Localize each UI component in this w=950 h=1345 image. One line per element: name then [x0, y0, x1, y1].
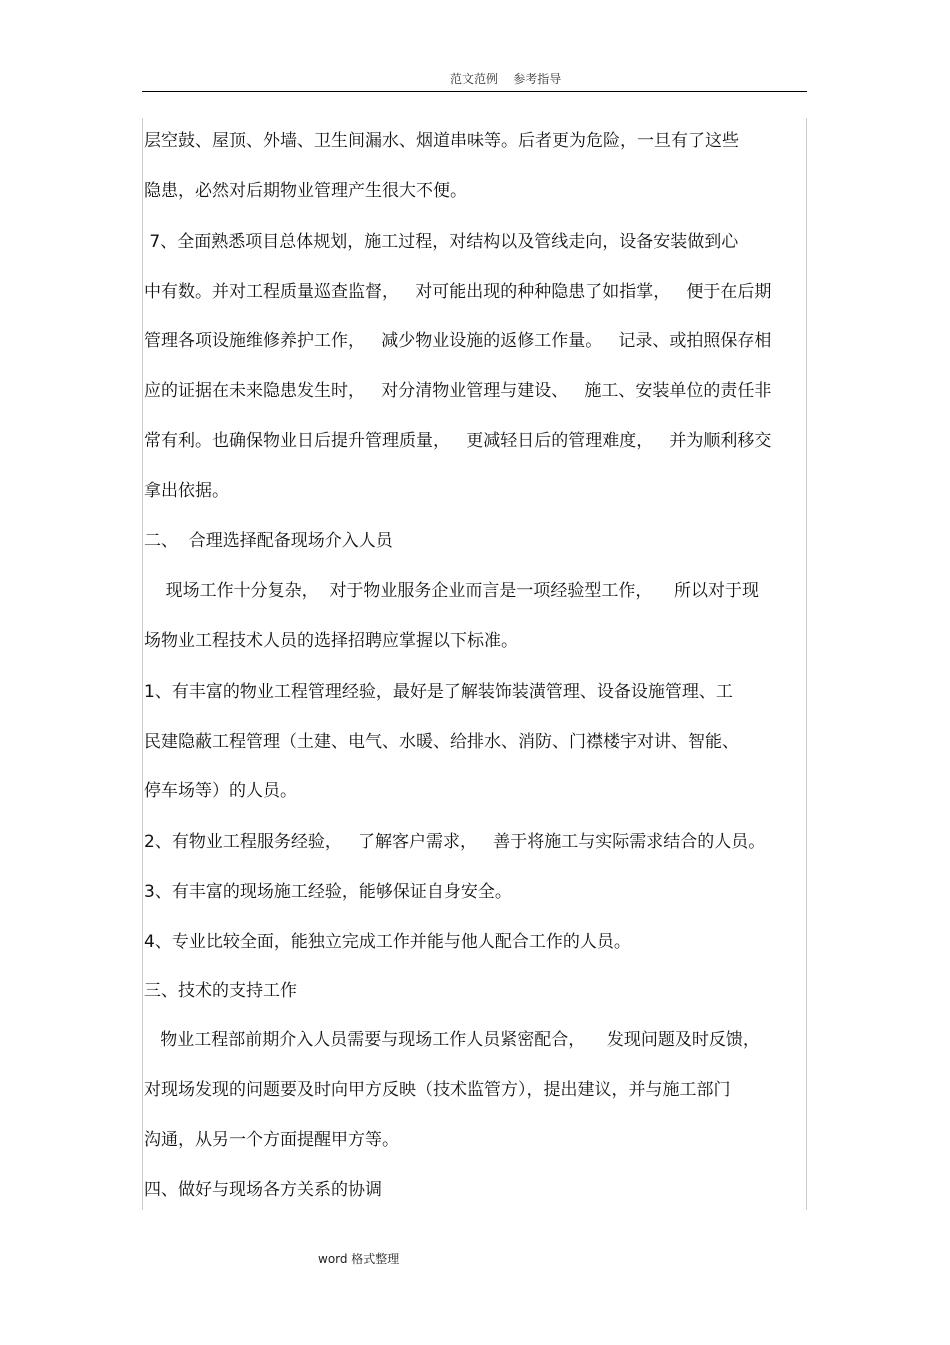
text-line: 拿出依据。 [144, 481, 229, 501]
text-line: 应的证据在未来隐患发生时， 对分清物业管理与建设、 施工、安装单位的责任非 [144, 381, 772, 401]
list-item: 2、有物业工程服务经验， 了解客户需求， 善于将施工与实际需求结合的人员。 [144, 832, 766, 852]
text-line: 物业工程部前期介入人员需要与现场工作人员紧密配合， 发现问题及时反馈， [144, 1030, 760, 1050]
text-line: 常有利。也确保物业日后提升管理质量， 更减轻日后的管理难度， 并为顺利移交 [144, 431, 772, 451]
page-header [0, 70, 950, 90]
section-heading: 三、技术的支持工作 [144, 981, 297, 1001]
text-line: 管理各项设施维修养护工作， 减少物业设施的返修工作量。 记录、或拍照保存相 [144, 331, 772, 351]
header-rule [142, 91, 807, 92]
text-line: 沟通，从另一个方面提醒甲方等。 [144, 1130, 399, 1150]
text-line: 层空鼓、屋顶、外墙、卫生间漏水、烟道串味等。后者更为危险，一旦有了这些 [144, 131, 739, 151]
header-title: 范文范例 参考指导 [450, 72, 562, 86]
content-border-right [806, 118, 807, 1210]
text-line: 7、全面熟悉项目总体规划，施工过程，对结构以及管线走向，设备安装做到心 [144, 232, 739, 252]
text-line: 中有数。并对工程质量巡查监督， 对可能出现的种种隐患了如指掌， 便于在后期 [144, 282, 772, 302]
section-heading: 二、 合理选择配备现场介入人员 [144, 531, 393, 551]
text-line: 场物业工程技术人员的选择招聘应掌握以下标准。 [144, 631, 518, 651]
section-heading: 四、做好与现场各方关系的协调 [144, 1180, 382, 1200]
text-line: 隐患，必然对后期物业管理产生很大不便。 [144, 181, 467, 201]
page-footer: word 格式整理 [318, 1252, 400, 1266]
text-line: 民建隐蔽工程管理（土建、电气、水暖、给排水、消防、门襟楼宇对讲、智能、 [144, 732, 739, 752]
list-item: 1、有丰富的物业工程管理经验，最好是了解装饰装潢管理、设备设施管理、工 [144, 682, 733, 702]
text-line: 现场工作十分复杂， 对于物业服务企业而言是一项经验型工作， 所以对于现 [144, 581, 760, 601]
content-border-left [142, 118, 143, 1210]
text-line: 停车场等）的人员。 [144, 781, 297, 801]
list-item: 4、专业比较全面，能独立完成工作并能与他人配合工作的人员。 [144, 932, 631, 952]
list-item: 3、有丰富的现场施工经验，能够保证自身安全。 [144, 882, 512, 902]
text-line: 对现场发现的问题要及时向甲方反映（技术监管方），提出建议，并与施工部门 [144, 1080, 731, 1100]
